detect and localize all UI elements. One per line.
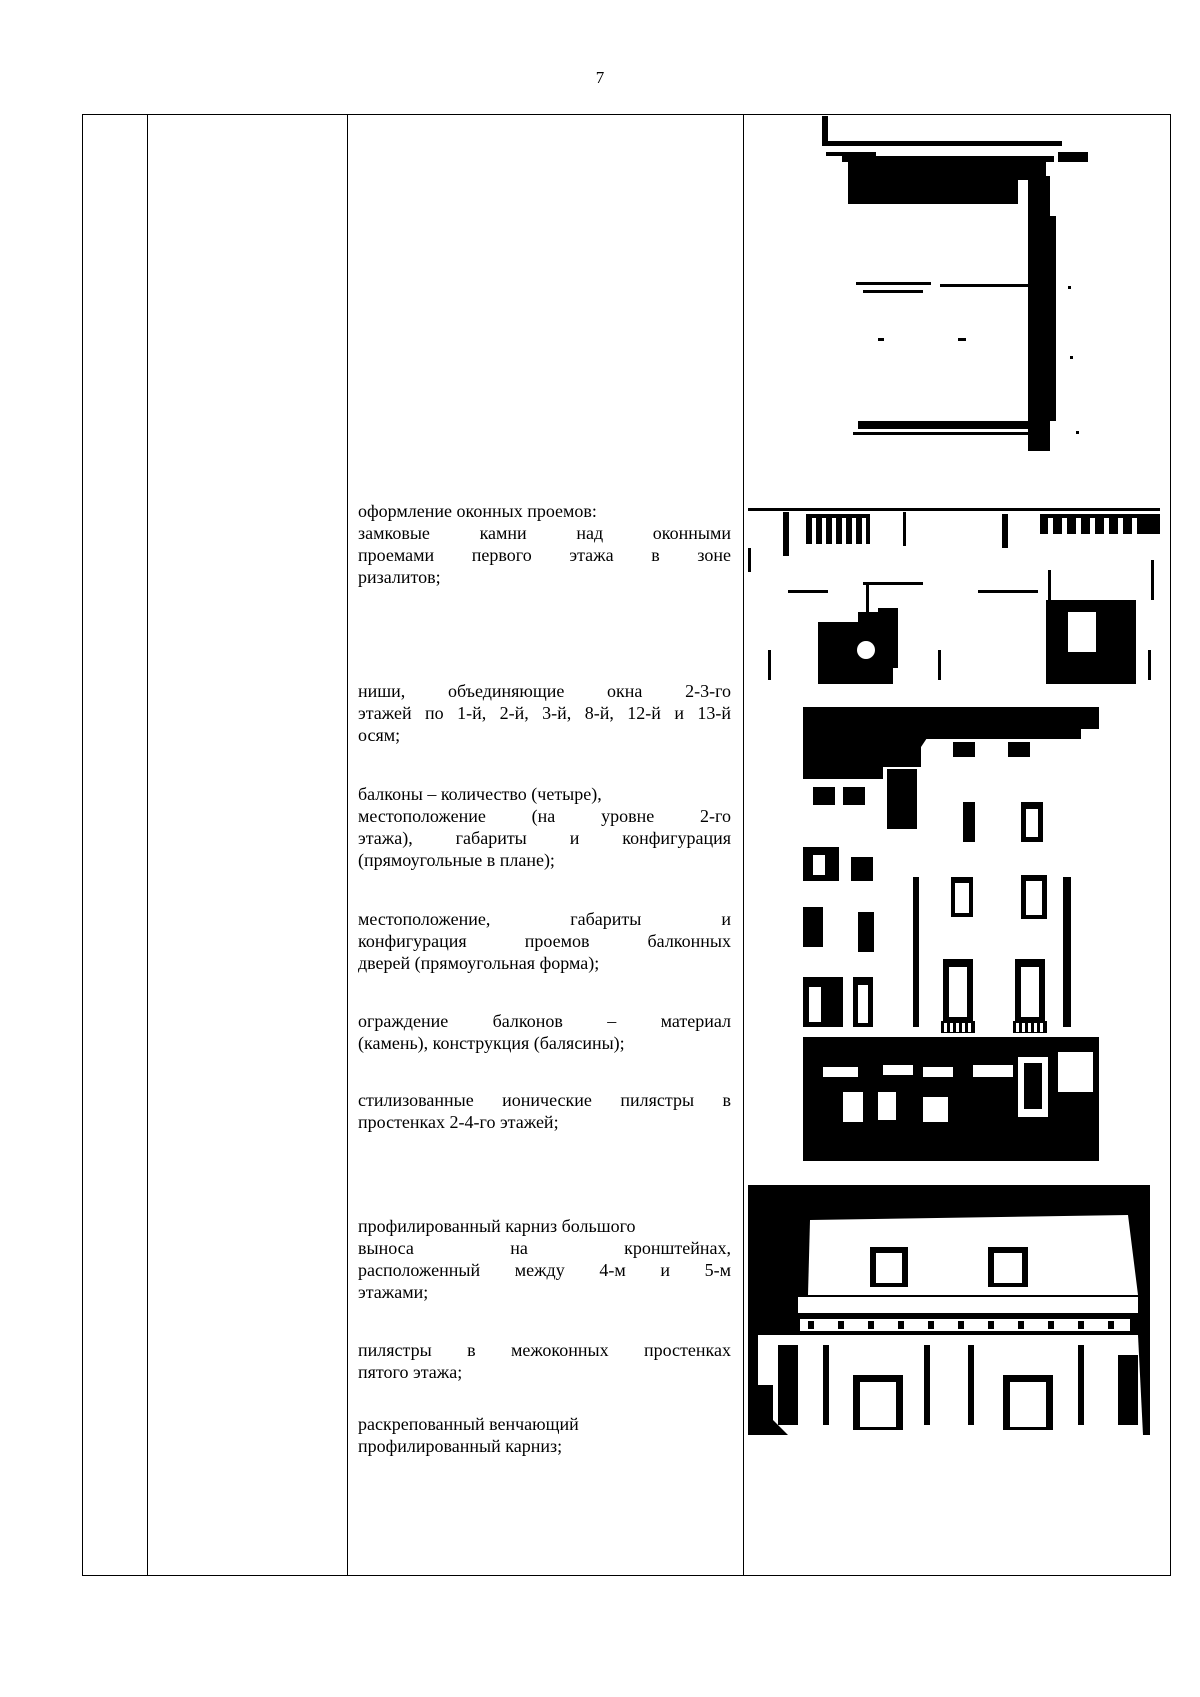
- entry-line: ризалитов;: [358, 567, 441, 587]
- entry-niches: [358, 680, 731, 746]
- facade-balconies-photo: [803, 707, 1099, 1161]
- entry-line: (камень), конструкция (балясины);: [358, 1033, 625, 1053]
- entry-line: этажа), габариты и конфигурация: [358, 828, 731, 848]
- entry-line: оформление оконных проемов:: [358, 501, 597, 521]
- entry-line: этажей по 1-й, 2-й, 3-й, 8-й, 12-й и 13-й: [358, 703, 731, 723]
- entry-line: замковые камни над оконными: [358, 523, 731, 543]
- entry-line: расположенный между 4-м и 5-м: [358, 1260, 731, 1280]
- entry-line: выноса на кронштейнах,: [358, 1238, 731, 1258]
- column-divider-3: [743, 115, 744, 1575]
- entry-line: дверей (прямоугольная форма);: [358, 953, 600, 973]
- entry-balcony-railing: [358, 1010, 731, 1054]
- column-divider-2: [347, 115, 348, 1575]
- corner-cornice-photo: [818, 116, 1088, 451]
- entry-line: простенках 2-4-го этажей;: [358, 1112, 559, 1132]
- entry-line: местоположение, габариты и: [358, 909, 731, 929]
- window-keystones-photo: [748, 500, 1160, 684]
- page-number: 7: [595, 68, 605, 87]
- entry-line: пилястры в межоконных простенках: [358, 1340, 731, 1360]
- column-divider-1: [147, 115, 148, 1575]
- entry-ionic-pilasters: [358, 1089, 731, 1133]
- entry-fifth-floor-pilasters: [358, 1339, 731, 1383]
- entry-crowning-cornice: [358, 1413, 731, 1457]
- entry-line: пятого этажа;: [358, 1362, 463, 1382]
- entry-line: ограждение балконов – материал: [358, 1011, 731, 1031]
- entry-line: раскрепованный венчающий: [358, 1414, 579, 1434]
- entry-line: профилированный карниз;: [358, 1436, 563, 1456]
- entry-line: местоположение (на уровне 2-го: [358, 806, 731, 826]
- entry-window-openings: [358, 500, 731, 588]
- entry-line: стилизованные ионические пилястры в: [358, 1090, 731, 1110]
- entry-balconies: [358, 783, 731, 871]
- entry-line: (прямоугольные в плане);: [358, 850, 555, 870]
- entry-line: осям;: [358, 725, 401, 745]
- entry-line: балконы – количество (четыре),: [358, 784, 602, 804]
- cornice-brackets-photo: [748, 1185, 1150, 1435]
- entry-line: этажами;: [358, 1282, 429, 1302]
- entry-line: проемами первого этажа в зоне: [358, 545, 731, 565]
- entry-cornice-brackets: [358, 1215, 731, 1303]
- entry-line: профилированный карниз большого: [358, 1216, 636, 1236]
- entry-balcony-doors: [358, 908, 731, 974]
- entry-line: конфигурация проемов балконных: [358, 931, 731, 951]
- entry-line: ниши, объединяющие окна 2-3-го: [358, 681, 731, 701]
